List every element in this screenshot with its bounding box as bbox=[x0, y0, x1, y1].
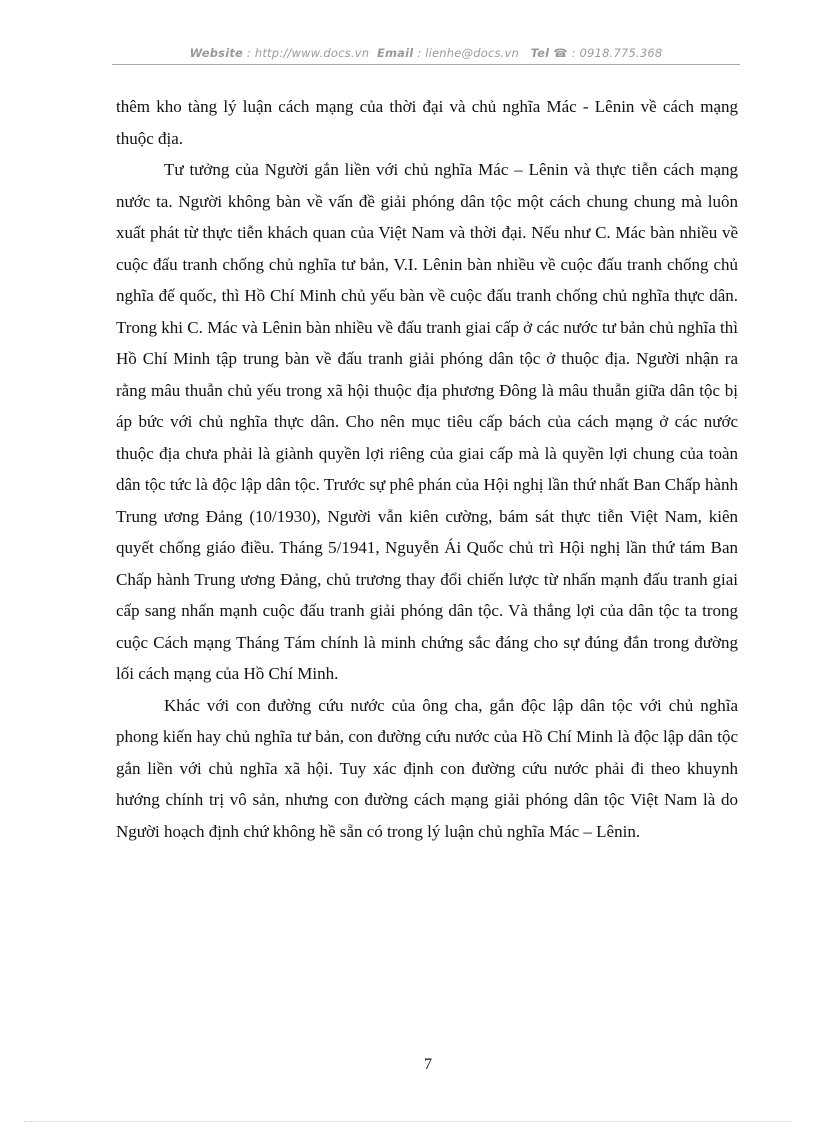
website-url[interactable]: http://www.docs.vn bbox=[254, 46, 370, 60]
tel-label: Tel bbox=[530, 46, 550, 60]
paragraph: Khác với con đường cứu nước của ông cha, gắn độc lập dân tộc với chủ nghĩa phong kiến hay chủ nghĩa tư bản, con đường cứu nước của Hồ Chí Minh là độc lập dân tộc gắn liền với chủ nghĩa xã hội. Tuy xác định con đường cứu nước phải đi theo khuynh hướng chính trị vô sản, nhưng con đường cách mạng giải phóng dân tộc Việt Nam là do Người hoạch định chứ không hề sẵn có trong lý luận chủ nghĩa Mác – Lênin. bbox=[116, 695, 738, 841]
email-address[interactable]: lienhe@docs.vn bbox=[425, 46, 520, 60]
document-body bbox=[116, 91, 738, 847]
email-separator: : bbox=[413, 46, 426, 60]
tel-number: : 0918.775.368 bbox=[567, 46, 663, 60]
phone-icon: ☎ bbox=[553, 46, 568, 60]
website-label: Website bbox=[189, 46, 244, 60]
page-header bbox=[112, 46, 740, 60]
website-separator: : bbox=[243, 46, 255, 60]
page-bottom-border bbox=[24, 1121, 792, 1122]
paragraph: Tư tưởng của Người gắn liền với chủ nghĩa Mác – Lênin và thực tiễn cách mạng nước ta. Người không bàn về vấn đề giải phóng dân tộc một cách chung chung mà luôn xuất phát từ thực tiễn khách quan của Việt Nam và thời đại. Nếu như C. Mác bàn nhiều về cuộc đấu tranh chống chủ nghĩa tư bản, V.I. Lênin bàn nhiều về cuộc đấu tranh chống chủ nghĩa đế quốc, thì Hồ Chí Minh chủ yếu bàn về cuộc đấu tranh chống chủ nghĩa thực dân. Trong khi C. Mác và Lênin bàn nhiều về đấu tranh giai cấp ở các nước tư bản chủ nghĩa thì Hồ Chí Minh tập trung bàn về đấu tranh giải phóng dân tộc ở thuộc địa. Người nhận ra rằng mâu thuẫn chủ yếu trong xã hội thuộc địa phương Đông là mâu thuẫn giữa dân tộc bị áp bức với chủ nghĩa thực dân. Cho nên mục tiêu cấp bách của cách mạng ở các nước thuộc địa chưa phải là giành quyền lợi riêng của giai cấp mà là quyền lợi chung của toàn dân tộc tức là độc lập dân tộc. Trước sự phê phán của Hội nghị lần thứ nhất Ban Chấp hành Trung ương Đảng (10/1930), Người vẫn kiên cường, bám sát thực tiễn Việt Nam, kiên quyết chống giáo điều. Tháng 5/1941, Nguyễn Ái Quốc chủ trì Hội nghị lần thứ tám Ban Chấp hành Trung ương Đảng, chủ trương thay đổi chiến lược từ nhấn mạnh đấu tranh giai cấp sang nhấn mạnh cuộc đấu tranh giải phóng dân tộc. Và thắng lợi của dân tộc ta trong cuộc Cách mạng Tháng Tám chính là minh chứng sắc đáng cho sự đúng đắn trong đường lối cách mạng của Hồ Chí Minh. bbox=[116, 160, 738, 683]
page-number: 7 bbox=[424, 1056, 432, 1073]
header-divider bbox=[112, 64, 740, 65]
paragraph-continuation: thêm kho tàng lý luận cách mạng của thời đại và chủ nghĩa Mác - Lênin về cách mạng thuộc địa. bbox=[116, 97, 738, 148]
email-label: Email bbox=[376, 46, 414, 60]
